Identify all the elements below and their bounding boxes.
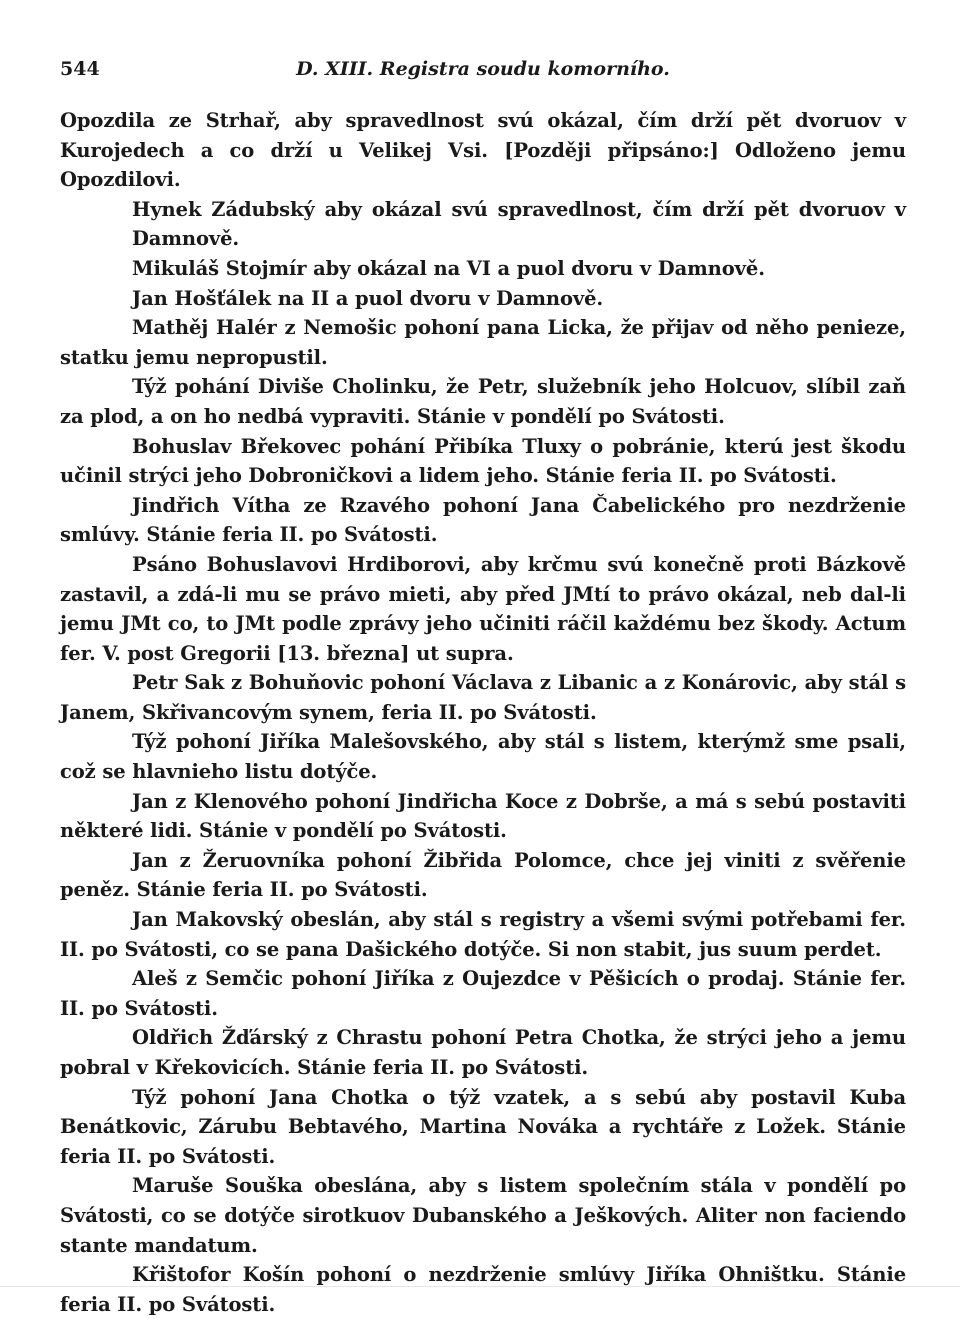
paragraph: Jan z Žeruovníka pohoní Žibřida Polomce, chce jej viniti z svěřenie peněz. Stánie feria II. po Svátosti. xyxy=(60,848,906,902)
paragraph: Hynek Zádubský aby okázal svú spravedlnost, čím drží pět dvoruov v Damnově. xyxy=(132,197,906,251)
running-title: D. XIII. Registra soudu komorního. xyxy=(296,58,670,80)
paragraph: Mathěj Halér z Nemošic pohoní pana Licka, že přijav od něho penieze, statku jemu nepropustil. xyxy=(60,316,906,369)
page-header xyxy=(60,58,906,86)
paragraph: Opozdila ze Strhař, aby spravedlnost svú okázal, čím drží pět dvoruov v Kurojedech a co drží u Velikej Vsi. [Později připsáno:] Odloženo jemu Opozdilovi. xyxy=(60,109,906,192)
paragraph: Petr Sak z Bohuňovic pohoní Václava z Libanic a z Konárovic, aby stál s Janem, Skřivancovým synem, feria II. po Svátosti. xyxy=(60,671,906,724)
paragraph: Aleš z Semčic pohoní Jiříka z Oujezdce v Pěšicích o prodaj. Stánie fer. II. po Svátosti. xyxy=(60,967,906,1020)
paragraph: Týž pohání Diviše Cholinku, že Petr, služebník jeho Holcuov, slíbil zaň za plod, a on ho nedbá vypraviti. Stánie v pondělí po Svátosti. xyxy=(60,375,906,428)
paragraph: Týž pohoní Jiříka Malešovského, aby stál s listem, kterýmž sme psali, což se hlavnieho listu dotýče. xyxy=(60,730,906,784)
paragraph: Jan Hošťálek na II a puol dvoru v Damnově. xyxy=(132,286,604,310)
paragraph: Maruše Souška obeslána, aby s listem společním stála v pondělí po Svátosti, co se dotýče sirotkuov Dubanského a Ješkových. Aliter non faciendo stante mandatum. xyxy=(60,1174,906,1257)
paragraph: Oldřich Žďárský z Chrastu pohoní Petra Chotka, že strýci jeho a jemu pobral v Křekovicích. Stánie feria II. po Svátosti. xyxy=(60,1026,906,1079)
paragraph: Bohuslav Břekovec pohání Přibíka Tluxy o pobránie, kterú jest škodu učinil strýci jeho Dobroničkovi a lidem jeho. Stánie feria II. po Svátosti. xyxy=(60,434,906,488)
paragraph: Mikuláš Stojmír aby okázal na VI a puol dvoru v Damnově. xyxy=(132,256,765,280)
bottom-edge-rule xyxy=(0,1286,960,1287)
paragraph: Jan z Klenového pohoní Jindřicha Koce z Dobrše, a má s sebú postaviti některé lidi. Stánie v pondělí po Svátosti. xyxy=(60,789,906,843)
paragraph: Jan Makovský obeslán, aby stál s registry a všemi svými potřebami fer. II. po Svátosti, co se pana Dašického dotýče. Si non stabit, jus suum perdet. xyxy=(60,908,906,961)
document-body xyxy=(60,106,906,1319)
paragraph: Psáno Bohuslavovi Hrdiborovi, aby krčmu svú konečně proti Bázkově zastavil, a zdá-li mu se právo mieti, aby před JMtí to právo okázal, neb dal-li jemu JMt co, to JMt podle zprávy jeho učiniti ráčil každému bez škody. Actum fer. V. post Gregorii [13. března] ut supra. xyxy=(60,552,906,665)
paragraph: Jindřich Vítha ze Rzavého pohoní Jana Čabelického pro nezdrženie smlúvy. Stánie feria II. po Svátosti. xyxy=(60,493,906,547)
paragraph: Týž pohoní Jana Chotka o týž vzatek, a s sebú aby postavil Kuba Benátkovic, Zárubu Bebtavého, Martina Nováka a rychtáře z Ložek. Stánie feria II. po Svátosti. xyxy=(60,1085,906,1168)
paragraph: Křištofor Košín pohoní o nezdrženie smlúvy Jiříka Ohništku. Stánie feria II. po Svátosti. xyxy=(60,1263,906,1316)
page-number: 544 xyxy=(60,58,100,80)
